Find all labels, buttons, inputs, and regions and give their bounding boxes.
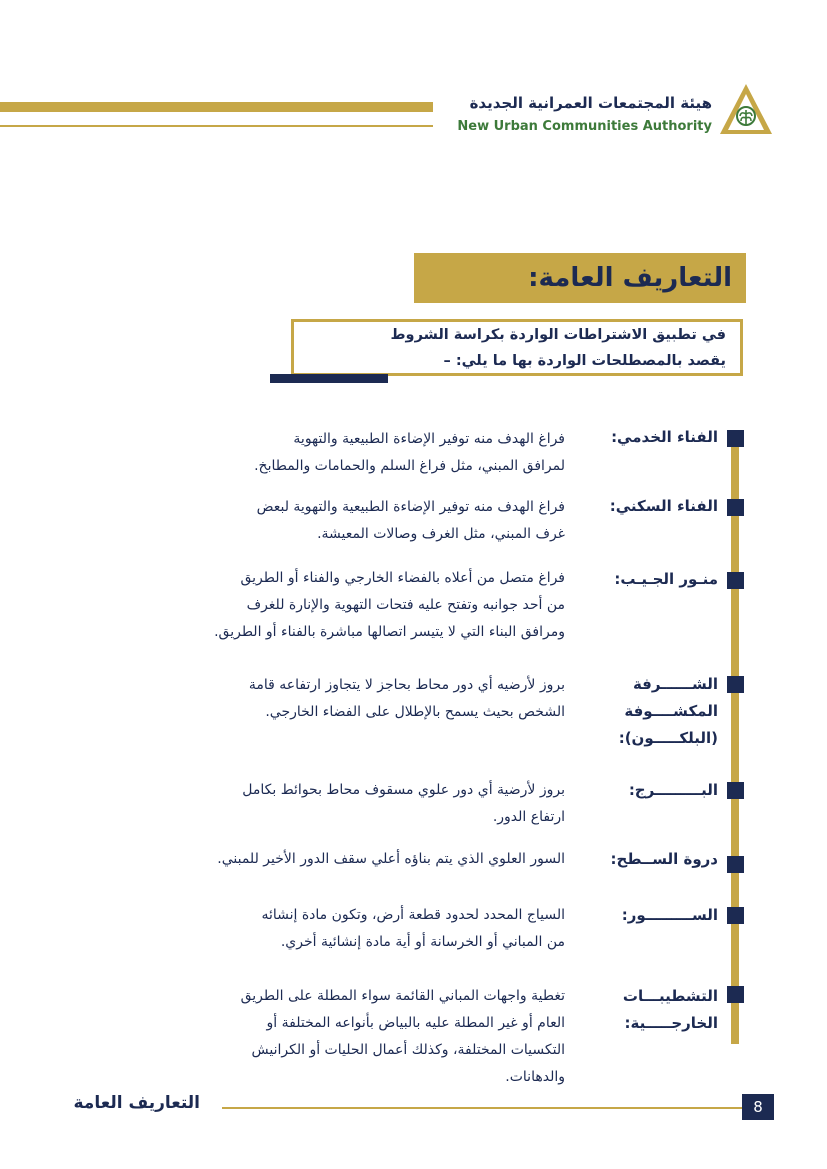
definition-marker — [727, 572, 744, 589]
definition-term: دروة الســطح: — [610, 850, 718, 868]
definition-marker — [727, 907, 744, 924]
footer-section-title: التعاريف العامة — [73, 1093, 200, 1113]
definition-text: فراغ الهدف منه توفير الإضاءة الطبيعية والتهوية لبعض غرف المبني، مثل الغرف وصالات المعيشة. — [256, 499, 565, 542]
intro-line-1: في تطبيق الاشتراطات الواردة بكراسة الشروط — [390, 327, 726, 343]
intro-accent-bar — [270, 374, 388, 383]
header-gold-line — [0, 125, 433, 127]
definition-marker — [727, 856, 744, 873]
definition-text: السياج المحدد لحدود قطعة أرض، وتكون مادة إنشائه من المباني أو الخرسانة أو أية مادة إنشائية أخري. — [261, 907, 565, 950]
definition-text: فراغ الهدف منه توفير الإضاءة الطبيعية والتهوية لمرافق المبني، مثل فراغ السلم والحمامات والمطابخ. — [254, 431, 565, 474]
definition-text: بروز لأرضية أي دور علوي مسقوف محاط بحوائط بكامل ارتفاع الدور. — [242, 782, 565, 825]
definition-term: الشــــــرفة المكشــــوفة (البلكـــــون): — [618, 675, 718, 747]
org-name-arabic: هيئة المجتمعات العمرانية الجديدة — [469, 94, 712, 112]
definition-term: البـــــــــرج: — [628, 781, 718, 799]
page-title: التعاريف العامة: — [528, 263, 732, 293]
definition-marker — [727, 430, 744, 447]
definition-term: التشطيبـــات الخارجـــــية: — [622, 987, 718, 1032]
definition-text: فراغ متصل من أعلاه بالفضاء الخارجي والفناء أو الطريق من أحد جوانبه وتفتح عليه فتحات التهوية والإنارة للغرف ومرافق البناء التي لا يتيسر اتصالها مباشرة بالفناء أو الطريق. — [214, 570, 565, 640]
definition-term: الفناء الخدمي: — [611, 428, 718, 446]
definitions-spine — [731, 440, 739, 1044]
header-gold-bar — [0, 102, 433, 112]
page-number: 8 — [742, 1094, 774, 1120]
definition-text: السور العلوي الذي يتم بناؤه أعلي سقف الدور الأخير للمبني. — [217, 851, 565, 867]
definition-marker — [727, 782, 744, 799]
definition-marker — [727, 499, 744, 516]
footer-gold-line — [222, 1107, 742, 1109]
intro-line-2: يقصد بالمصطلحات الواردة بها ما يلي: – — [443, 353, 726, 369]
nuca-logo-icon — [716, 80, 776, 140]
definition-marker — [727, 986, 744, 1003]
definition-marker — [727, 676, 744, 693]
org-name-english: New Urban Communities Authority — [457, 119, 712, 134]
definition-term: منـور الجـيـب: — [614, 570, 718, 588]
definition-text: بروز لأرضيه أي دور محاط بحاجز لا يتجاوز ارتفاعه قامة الشخص بحيث يسمح بالإطلال على الفضاء الخارجي. — [248, 677, 565, 720]
definition-term: الســـــــــور: — [621, 906, 718, 924]
definition-text: تغطية واجهات المباني القائمة سواء المطلة على الطريق العام أو غير المطلة عليه بالبياض بأنواعه المختلفة أو التكسيات المختلفة، وكذلك أعمال الحليات أو الكرانيش والدهانات. — [240, 988, 565, 1085]
definition-term: الفناء السكني: — [609, 497, 718, 515]
intro-text — [300, 322, 726, 374]
